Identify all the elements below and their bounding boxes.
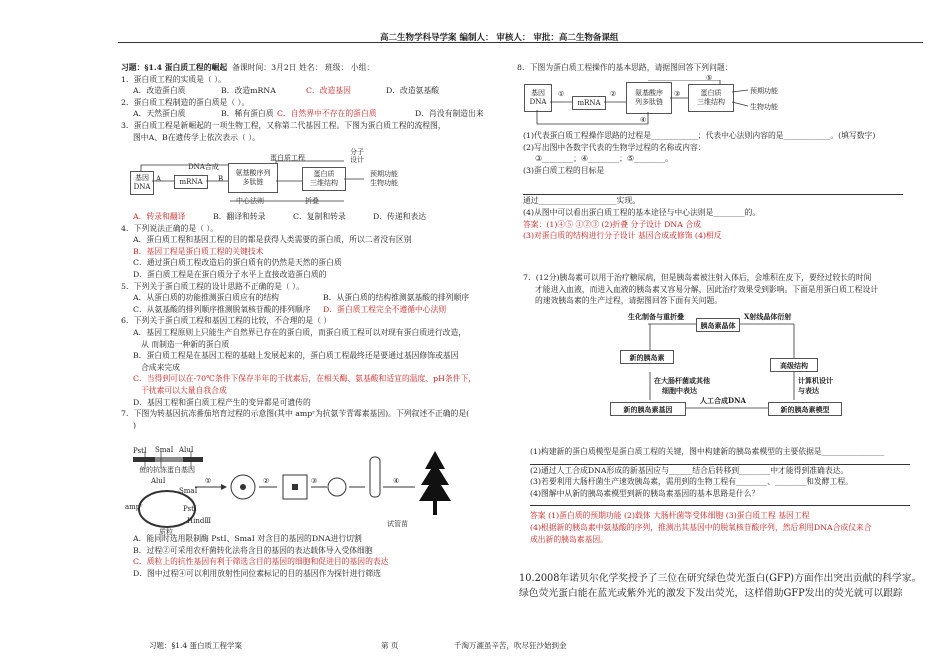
q2-opt-a: A．天然蛋白质 — [133, 109, 186, 119]
q3-prot-eng-label: 蛋白质工程 — [270, 154, 305, 162]
q7-stem — [121, 408, 531, 420]
q8-mrna-box: mRNA — [572, 96, 606, 110]
q9-computer-label-2: 与表达 — [798, 386, 819, 395]
q3-protein-box: 蛋白质 三维结构 — [302, 167, 346, 191]
footer-motto: 千淘万漉虽辛苦，吹尽狂沙始到金 — [454, 641, 567, 650]
q1-opt-c: C．改造基因 — [306, 86, 351, 96]
q9-stem-3: 的速效胰岛素的生产过程，请据图回答下面有关问题。 — [535, 296, 723, 306]
q3-flow-diagram — [130, 148, 430, 211]
q8-line-6: 通过____________________实现。 — [523, 196, 640, 206]
q9-top-label-2: X射线晶体衍射 — [744, 312, 792, 321]
q3-label-b: B — [218, 175, 224, 183]
q7-opt-d: D．图中过程④可以利用放射性同位素标记的目的基因作为探针进行筛选 — [133, 568, 381, 578]
q4-opt-a: A．蛋白质工程和基因工程的目的都是获得人类需要的蛋白质，所以二者没有区别 — [133, 235, 412, 245]
q9-answer-2: (4)根据新的胰岛素中氨基酸的序列，推测出其基因中的脱氧核苷酸序列，然后利用DNA合成仪来合 — [530, 522, 872, 532]
q3-mol-design-label: 分子 设计 — [350, 148, 364, 164]
q3-opt-d: D．传递和表达 — [373, 212, 427, 221]
q8-line-7: (4)从图中可以看出蛋白质工程的基本途径与中心法则是________的。 — [523, 207, 761, 217]
q4-opt-b: B．基因工程是蛋白质工程的关键技术 — [133, 246, 264, 256]
q7-tube-label: 试管苗 — [387, 520, 408, 528]
q3-stem-1: 3．蛋白质工程是新崛起的一项生物工程，又称第二代基因工程。下图为蛋白质工程的流程图， — [121, 120, 446, 130]
header-rule — [118, 42, 923, 43]
q9-blank-1 — [530, 458, 910, 465]
q3-options — [121, 211, 531, 223]
q8-step-4: ④ — [640, 116, 647, 124]
q3-stem-2: 图中A、B在遗传学上依次表示（ ）。 — [133, 132, 260, 142]
left-column-2 — [121, 211, 531, 431]
q7-options — [121, 533, 521, 579]
q4-opt-d: D．蛋白质工程是在蛋白质分子水平上直接改造蛋白质的 — [133, 269, 327, 279]
q5-options-1 — [121, 292, 531, 304]
q7-fish-gene-label: 鱼的抗冻蛋白基因 — [139, 466, 195, 474]
q2-opt-b: B．稀有蛋白质 — [221, 109, 274, 119]
q8-stem: 8．下图为蛋白质工程操作的基本思路，请据图回答下列问题： — [517, 63, 733, 72]
q8-line-1: (1)代表蛋白质工程操作思路的过程是____________；代表中心法则内容的是____________。(填写数字) — [523, 131, 876, 140]
q8-answer-1: 答案：(1)④⑤ ①②③ (2)折叠 分子设计 DNA 合成 — [523, 219, 701, 229]
q3-opt-b: B．翻译和转录 — [213, 212, 266, 221]
q3-arrows — [130, 153, 430, 211]
q1-opt-a: A．改造蛋白质 — [133, 86, 186, 96]
q8-line-2: (2)写出图中各数字代表的生物学过程的名称或内容： — [523, 142, 706, 152]
q8-protein-box: 蛋白质 三维结构 — [688, 84, 734, 112]
q6-opt-d: D．基因工程和蛋白质工程产生的变异都是可遗传的 — [133, 397, 311, 407]
q7-label-pst2: PstⅠ — [183, 505, 197, 513]
q7-step-2: ② — [263, 477, 270, 485]
q1-stem: 1．蛋白质工程的实质是（ ）。 — [121, 74, 226, 84]
left-column — [121, 62, 511, 143]
q9-stem — [523, 272, 923, 307]
q9-express-label-1: 在大肠杆菌或其他 — [654, 376, 710, 385]
q9-questions — [530, 446, 930, 545]
q9-top-label-1: 生化制备与重折叠 — [628, 312, 684, 321]
q8-arrows — [520, 80, 820, 130]
q7-plasmid-label: 质粒 — [159, 528, 173, 536]
q3-aa-box: 氨基酸序列 多肽链 — [228, 163, 278, 193]
q4-stem: 4．下列说法正确的是（ ）。 — [121, 223, 219, 233]
q9-insulin-diagram — [618, 310, 848, 420]
q8-questions — [523, 130, 923, 242]
q3-dna-synthesis-label: DNA合成 — [188, 163, 219, 171]
q7-label-alu2: AluⅠ — [151, 477, 166, 485]
q8-gene-box: 基因 DNA — [524, 84, 552, 112]
q8-flow-diagram — [520, 74, 820, 130]
q9-answer-3: 成出新的胰岛素基因。 — [530, 534, 608, 544]
q9-line-4: (4)图解中从新的胰岛素模型到新的胰岛素基因的基本思路是什么？ — [530, 488, 760, 498]
q9-new-insulin-box: 新的胰岛素 — [620, 350, 674, 364]
q2-opt-c: C．自然界中不存在的蛋白质 — [277, 109, 377, 119]
q8-answer-2: (3)对蛋白质的结构进行分子设计 基因合成或修饰 (4)相反 — [523, 231, 722, 241]
q6-opt-b-cont: 合成来完成 — [141, 362, 180, 372]
q7-step-4: ④ — [393, 477, 400, 485]
q5-opt-a: A．从蛋白质的功能推测蛋白质应有的结构 — [133, 293, 279, 303]
footer-page: 第 页 — [381, 641, 399, 650]
meta-line: 备课时间：3月2日 姓名： 班级： 小组： — [232, 63, 375, 72]
q7-label-alu1: AluⅠ — [179, 446, 194, 454]
q3-label-a: A — [156, 175, 162, 183]
q3-gene-box: 基因 DNA — [130, 171, 154, 195]
q9-line-3: (3)若要利用大肠杆菌生产速效胰岛素，需用到的生物工程有________、________和发酵工程。 — [530, 477, 853, 487]
q10-line-1: 10.2008年诺贝尔化学奖授予了三位在研究绿色荧光蛋白(GFP)方面作出突出贡献的科学家。 — [519, 573, 922, 584]
q9-artificial-dna-label: 人工合成DNA — [700, 396, 746, 405]
q2-opt-d: D．肖没有制造出来 — [415, 109, 484, 119]
q9-stem-1: 7．(12分)胰岛素可以用于治疗糖尿病，但是胰岛素被注射入体后，会堆积在皮下，要经过较长的时间 — [523, 273, 872, 282]
q9-line-2: (2)通过人工合成DNA形成的新基因应与______结合后转移到________中才能得到准确表达。 — [530, 465, 849, 475]
q5-opt-c: C．从氨基酸的排列顺序推测脱氧核苷酸的排列顺序 — [133, 304, 311, 314]
q3-opt-a: A．转录和翻译 — [133, 212, 186, 221]
q2-stem: 2．蛋白质工程制造的蛋白质是（ ）。 — [121, 97, 250, 107]
q9-computer-label-1: 计算机设计 — [798, 376, 833, 385]
q8-step-2: ② — [610, 90, 617, 98]
right-column — [517, 62, 927, 74]
q8-step-3: ③ — [674, 90, 681, 98]
q2-options — [121, 108, 511, 120]
q9-high-structure-box: 高级结构 — [770, 358, 818, 372]
q7-label-sma1: SmaⅠ — [155, 446, 174, 454]
q7-transgenic-diagram — [125, 447, 505, 535]
q8-step-5: ⑤ — [706, 74, 713, 82]
q10-line-2: 绿色荧光蛋白能在蓝光或紫外光的激发下发出荧光，这样借助GFP发出的荧光就可以跟踪 — [519, 587, 903, 599]
q7-step-3: ③ — [311, 477, 318, 485]
q9-model-box: 新的胰岛素模型 — [768, 402, 842, 416]
q9-crystal-box: 胰岛素晶体 — [696, 318, 740, 332]
q4-opt-c: C．通过蛋白质工程改造后的蛋白质有的仍然是天然的蛋白质 — [133, 258, 342, 268]
q8-line-3: ③________；④________；⑤________。 — [535, 154, 673, 164]
q3-opt-c: C．复制和转录 — [293, 212, 346, 221]
q6-opt-b: B．蛋白质工程是在基因工程的基础上发展起来的，蛋白质工程最终还是要通过基因修饰或基因 — [133, 351, 459, 361]
q7-opt-b: B．过程②可采用农杆菌转化法将含目的基因的表达载体导入受体细胞 — [133, 545, 373, 555]
q9-answer-1: 答案 (1)蛋白质的预期功能 (2)载体 大肠杆菌等受体细胞 (3)蛋白质工程 基因工程 — [530, 511, 810, 521]
q3-mrna-box: mRNA — [174, 175, 208, 189]
q6-opt-c: C．当得到可以在-70℃条件下保存半年的干扰素后，在相关酶、氨基酸和适宜的温度、pH条件下， — [133, 374, 477, 384]
q6-stem: 6．下列关于蛋白质工程和基因工程的比较，不合理的是（ ） — [121, 316, 332, 326]
q10-stem — [519, 572, 929, 601]
q9-new-gene-box: 新的胰岛素基因 — [610, 402, 686, 416]
q9-express-label-2: 细胞中表达 — [662, 386, 697, 395]
q9-line-1: (1)构建新的蛋白质模型是蛋白质工程的关键，图中构建新的胰岛素模型的主要依据是________________ — [530, 447, 885, 456]
q3-fold-label: 折叠 — [305, 197, 319, 205]
page-header: 高二生物学科导学案 编制人： 审核人： 审批：高二生物备课组 — [380, 33, 619, 43]
q1-opt-b: B．改造mRNA — [221, 86, 276, 96]
q7-label-sma2: SmaⅠ — [179, 487, 198, 495]
q7-label-hind: HindⅢ — [187, 517, 212, 525]
q7-stem-1: 7．下图为转基因抗冻番茄培育过程的示意图(其中 ampʳ为抗氨苄青霉素基因)。下列叙述不正确的是( — [121, 409, 470, 419]
q6-opt-a-cont: 从 而制造一种新的蛋白质 — [141, 339, 230, 349]
q5-stem: 5．下列关于蛋白质工程的设计思路不正确的是（ ）。 — [121, 281, 304, 291]
q3-central-dogma-label: 中心法则 — [236, 197, 264, 205]
footer-left: 习题：§1.4 蛋白质工程学案 — [149, 641, 243, 650]
q1-options — [121, 85, 511, 97]
q9-blank-2 — [530, 499, 910, 506]
q8-answer-line — [523, 176, 903, 195]
exercise-title: 习题：§1.4 蛋白质工程的崛起 — [121, 63, 228, 72]
q7-opt-a: A．能同时选用限制酶 PstⅠ、SmaⅠ 对含目的基因的DNA进行切割 — [133, 534, 362, 543]
q8-function-2: 生物功能 — [750, 103, 778, 111]
q7-label-pst1: PstⅠ — [133, 447, 147, 455]
q6-opt-c-cont: 干扰素可以大量自我合成 — [141, 385, 227, 395]
q8-step-1: ① — [558, 90, 565, 98]
q3-function-label: 预期功能 生物功能 — [364, 165, 404, 193]
q6-opt-a: A．基因工程原则上只能生产自然界已存在的蛋白质，而蛋白质工程可以对现有蛋白质进行改造， — [133, 327, 467, 337]
q7-label-amp: ampʳ — [125, 503, 143, 511]
q7-stem-2: ) — [133, 420, 137, 430]
q1-opt-d: D．改造氨基酸 — [386, 86, 440, 96]
q8-function-1: 预期功能 — [750, 87, 778, 95]
q9-stem-2: 才能进入血液，而进入血液的胰岛素又容易分解，因此治疗效果受到影响。下面是用蛋白质工程设计 — [535, 284, 879, 294]
q8-line-4: (3)蛋白质工程的目标是 — [523, 165, 605, 175]
q8-aa-box: 氨基酸序 列多肽链 — [626, 82, 672, 114]
q5-opt-d: D．蛋白质工程完全不遵循中心法则 — [323, 304, 447, 314]
q7-opt-c: C．质粒上的抗性基因有利于筛选含目的基因的细胞和促进目的基因的表达 — [133, 557, 389, 567]
q5-opt-b: B．从蛋白质的结构推测氨基酸的排列顺序 — [323, 293, 470, 303]
q7-step-1: ① — [205, 477, 212, 485]
q5-options-2 — [121, 304, 531, 316]
